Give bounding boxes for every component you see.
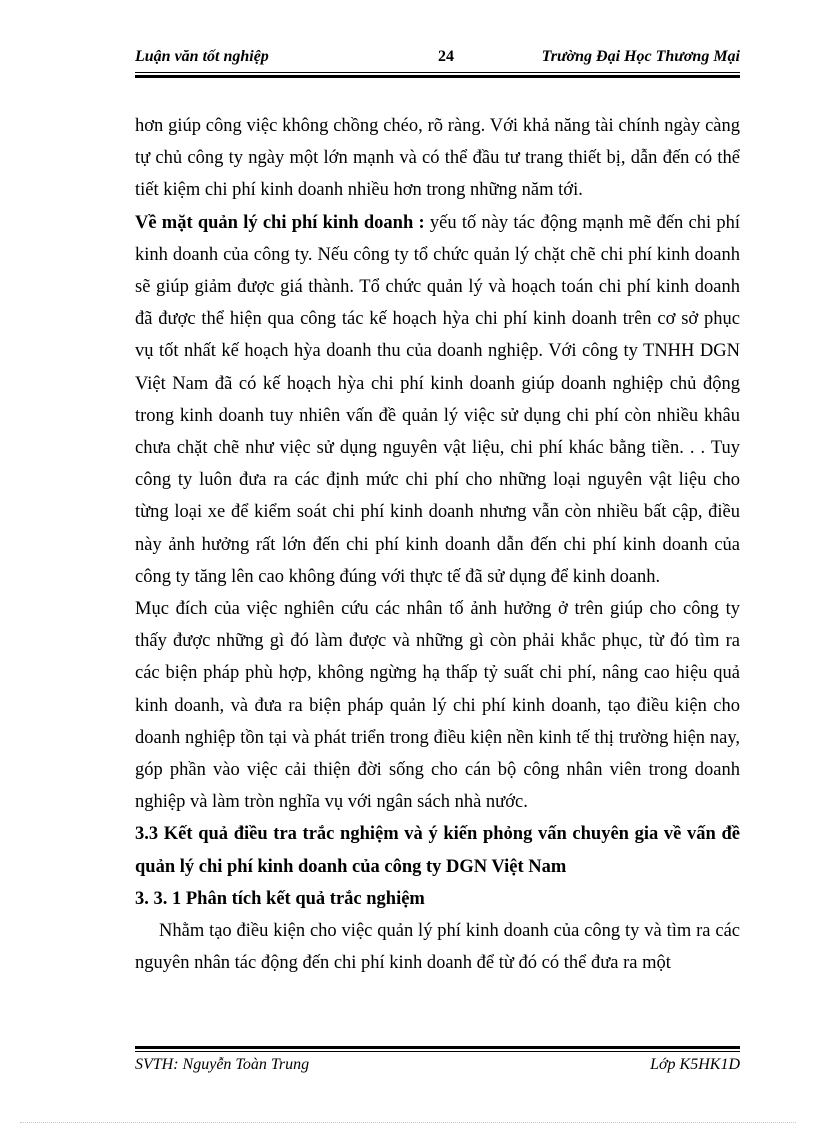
header-rule-thick (135, 75, 740, 78)
page-footer (135, 1056, 740, 1078)
header-university-name: Trường Đại Học Thương Mại (541, 48, 740, 65)
footer-rule-thick (135, 1046, 740, 1049)
header-rule-thin (135, 72, 740, 73)
page-header (135, 48, 740, 70)
paragraph-lead-bold: Về mặt quản lý chi phí kinh doanh : (135, 212, 425, 233)
footer-rule-thin (135, 1051, 740, 1052)
footer-class-code: Lớp K5HK1D (650, 1056, 740, 1073)
subsection-heading: 3. 3. 1 Phân tích kết quả trắc nghiệm (135, 888, 425, 909)
paragraph-continuation: hơn giúp công việc không chồng chéo, rõ ràng. Với khả năng tài chính ngày càng tự chủ công ty ngày một lớn mạnh và có thể đầu tư trang thiết bị, dẫn đến có thể tiết kiệm chi phí kinh doanh nhiều hơn trong những năm tới. (135, 116, 740, 201)
header-thesis-label: Luận văn tốt nghiệp (135, 48, 269, 65)
document-body (135, 110, 740, 979)
paragraph-cost-management-text: yếu tố này tác động mạnh mẽ đến chi phí kinh doanh của công ty. Nếu công ty tổ chức quản lý chặt chẽ chi phí kinh doanh sẽ giúp giảm được giá thành. Tổ chức quản lý và hoạch toán chi phí kinh doanh đã được thể hiện qua công tác kế hoạch hỳa chi phí kinh doanh trên cơ sở phục vụ tốt nhất kế hoạch hỳa doanh thu của doanh nghiệp. Với công ty TNHH DGN Việt Nam đã có kế hoạch hỳa chi phí kinh doanh giúp doanh nghiệp chủ động trong kinh doanh tuy nhiên vấn đề quản lý việc sử dụng chi phí còn nhiều khâu chưa chặt chẽ như việc sử dụng nguyên vật liệu, chi phí khác bằng tiền. . . Tuy công ty luôn đưa ra các định mức chi phí cho những loại nguyên vật liệu cho từng loại xe để kiểm soát chi phí kinh doanh nhưng vẫn còn nhiều bất cập, điều này ảnh hưởng rất lớn đến chi phí kinh doanh dẫn đến chi phí kinh doanh của công ty tăng lên cao không đúng với thực tế đã sử dụng để kinh doanh. (135, 212, 741, 587)
header-page-number: 24 (438, 48, 454, 65)
section-heading: 3.3 Kết quả điều tra trắc nghiệm và ý kiến phỏng vấn chuyên gia về vấn đề quản lý chi phí kinh doanh của công ty DGN Việt Nam (135, 824, 740, 877)
paragraph-cost-management (135, 207, 740, 593)
paragraph-analysis-intro: Nhằm tạo điều kiện cho việc quản lý phí kinh doanh của công ty và tìm ra các nguyên nhân tác động đến chi phí kinh doanh để từ đó có thể đưa ra một (135, 921, 740, 974)
paragraph-purpose: Mục đích của việc nghiên cứu các nhân tố ảnh hưởng ở trên giúp cho công ty thấy được những gì đó làm được và những gì còn phải khắc phục, từ đó tìm ra các biện pháp phù hợp, không ngừng hạ thấp tỷ suất chi phí, nâng cao hiệu quả kinh doanh, và đưa ra biện pháp quản lý chi phí kinh doanh, tạo điều kiện cho doanh nghiệp tồn tại và phát triển trong điều kiện nền kinh tế thị trường hiện nay, góp phần vào việc cải thiện đời sống cho cán bộ công nhân viên trong doanh nghiệp và làm tròn nghĩa vụ với ngân sách nhà nước. (135, 599, 740, 813)
footer-student-name: SVTH: Nguyễn Toàn Trung (135, 1056, 310, 1073)
